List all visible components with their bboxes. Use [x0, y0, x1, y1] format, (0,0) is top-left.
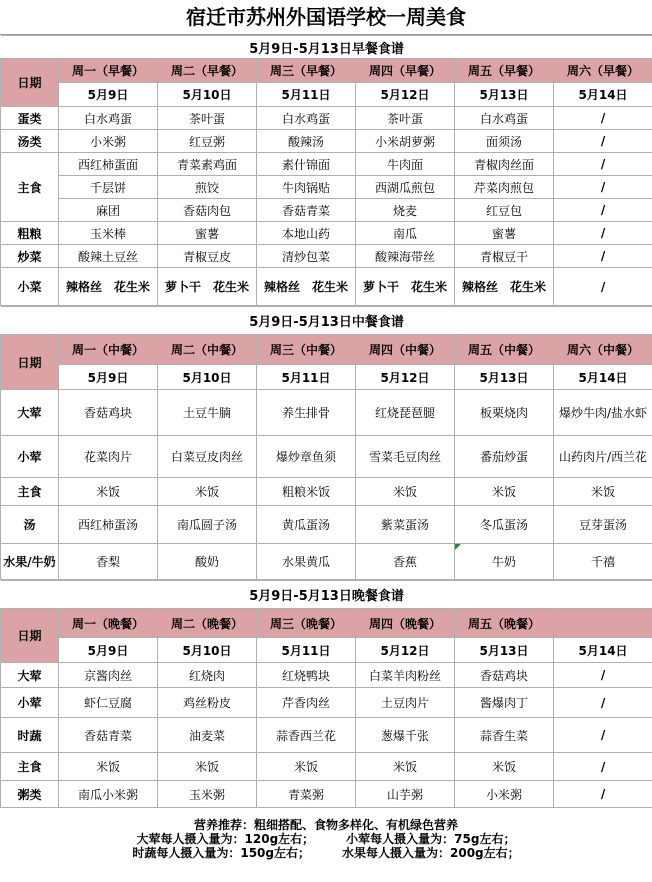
- menu-cell: 小米粥: [455, 781, 554, 808]
- weekday-header: 周一（早餐）: [59, 59, 158, 83]
- menu-cell: 面须汤: [455, 130, 554, 153]
- menu-cell: 米饭: [554, 478, 652, 506]
- nutrition-item: 大荤每人摄入量为：120g左右；: [136, 832, 315, 846]
- menu-cell: 香菇鸡块: [455, 663, 554, 688]
- dinner-section-title: 5月9日-5月13日晚餐食谱: [1, 581, 652, 609]
- menu-cell: 米饭: [59, 753, 158, 781]
- nutrition-item: 时蔬每人摄入量为：150g左右；: [132, 846, 310, 860]
- menu-cell: 水果黄瓜: [257, 544, 356, 580]
- row-label: 时蔬: [1, 718, 59, 753]
- date-header: 5月10日: [158, 365, 257, 390]
- menu-cell: 辣格丝 花生米: [59, 268, 158, 306]
- menu-cell: /: [554, 199, 652, 222]
- menu-cell: 青菜素鸡面: [158, 153, 257, 176]
- menu-cell: /: [554, 222, 652, 245]
- menu-cell: 香菇青菜: [257, 199, 356, 222]
- menu-cell: 冬瓜蛋汤: [455, 506, 554, 544]
- menu-cell: 香菇肉包: [158, 199, 257, 222]
- menu-cell: 紫菜蛋汤: [356, 506, 455, 544]
- lunch-section-title: 5月9日-5月13日中餐食谱: [1, 307, 652, 335]
- nutrition-line: 营养推荐：粗细搭配、食物多样化、有机绿色营养: [193, 818, 458, 832]
- menu-cell: /: [554, 107, 652, 130]
- menu-cell: 芹菜肉煎包: [455, 176, 554, 199]
- menu-cell: 板栗烧肉: [455, 390, 554, 436]
- menu-cell: 白水鸡蛋: [257, 107, 356, 130]
- menu-cell: 西红柿蛋汤: [59, 506, 158, 544]
- menu-cell: 山芋粥: [356, 781, 455, 808]
- weekday-header: 周一（中餐）: [59, 335, 158, 365]
- date-header: 5月14日: [554, 83, 652, 107]
- menu-cell: /: [554, 688, 652, 718]
- menu-cell: 辣格丝 花生米: [257, 268, 356, 306]
- date-header: 5月11日: [257, 83, 356, 107]
- row-label: 小菜: [1, 268, 59, 306]
- menu-cell: 香菇青菜: [59, 718, 158, 753]
- menu-cell: /: [554, 245, 652, 268]
- menu-cell: 爆炒牛肉/盐水虾: [554, 390, 652, 436]
- date-header: 5月9日: [59, 638, 158, 663]
- menu-cell: 本地山药: [257, 222, 356, 245]
- date-header: 5月13日: [455, 638, 554, 663]
- date-header: 5月12日: [356, 365, 455, 390]
- weekday-header: 周四（早餐）: [356, 59, 455, 83]
- menu-cell: 青椒豆干: [455, 245, 554, 268]
- nutrition-row: [0, 846, 652, 860]
- breakfast-table: [0, 35, 652, 306]
- weekday-header: 周三（中餐）: [257, 335, 356, 365]
- menu-cell: 土豆牛腩: [158, 390, 257, 436]
- menu-cell: /: [554, 663, 652, 688]
- page-title: 宿迁市苏州外国语学校一周美食: [0, 0, 652, 35]
- menu-cell: 白菜羊肉粉丝: [356, 663, 455, 688]
- menu-cell: 西红柿蛋面: [59, 153, 158, 176]
- menu-cell: 米饭: [158, 478, 257, 506]
- menu-cell: 白菜豆皮肉丝: [158, 436, 257, 478]
- menu-cell: 辣格丝 花生米: [455, 268, 554, 306]
- row-label: 蛋类: [1, 107, 59, 130]
- row-label: 汤: [1, 506, 59, 544]
- menu-cell: 油麦菜: [158, 718, 257, 753]
- weekday-header: 周五（早餐）: [455, 59, 554, 83]
- menu-cell: 京酱肉丝: [59, 663, 158, 688]
- row-label: 大荤: [1, 390, 59, 436]
- weekday-header: 周六（中餐）: [554, 335, 652, 365]
- menu-cell: 青椒肉丝面: [455, 153, 554, 176]
- menu-cell: /: [554, 753, 652, 781]
- lunch-table: [0, 306, 652, 580]
- date-header: 5月13日: [455, 83, 554, 107]
- menu-cell: 萝卜干 花生米: [356, 268, 455, 306]
- menu-cell: 小米粥: [59, 130, 158, 153]
- row-label: 水果/牛奶: [1, 544, 59, 580]
- menu-cell: 酱爆肉丁: [455, 688, 554, 718]
- weekday-header: 周四（中餐）: [356, 335, 455, 365]
- menu-cell: 牛肉面: [356, 153, 455, 176]
- nutrition-notes: [0, 808, 652, 860]
- menu-cell: 清炒包菜: [257, 245, 356, 268]
- weekday-header: 周四（晚餐）: [356, 609, 455, 638]
- date-label: 日期: [1, 335, 59, 390]
- menu-cell: 蒜香生菜: [455, 718, 554, 753]
- date-header: 5月14日: [554, 638, 652, 663]
- weekday-header: 周二（早餐）: [158, 59, 257, 83]
- row-label: 炒菜: [1, 245, 59, 268]
- row-label: 粥类: [1, 781, 59, 808]
- row-label: 主食: [1, 478, 59, 506]
- menu-cell: 南瓜圆子汤: [158, 506, 257, 544]
- menu-cell: 牛奶: [455, 544, 554, 580]
- menu-cell: 烧麦: [356, 199, 455, 222]
- menu-cell: 红豆粥: [158, 130, 257, 153]
- menu-cell: 小米胡萝粥: [356, 130, 455, 153]
- menu-cell: 玉米粥: [158, 781, 257, 808]
- menu-cell: 红烧鸭块: [257, 663, 356, 688]
- date-header: 5月12日: [356, 638, 455, 663]
- row-label: 小荤: [1, 436, 59, 478]
- menu-cell: 粗粮米饭: [257, 478, 356, 506]
- menu-cell: 米饭: [59, 478, 158, 506]
- date-header: 5月11日: [257, 638, 356, 663]
- row-label: 大荤: [1, 663, 59, 688]
- date-header: 5月13日: [455, 365, 554, 390]
- row-label: 主食: [1, 753, 59, 781]
- weekday-header: 周二（晚餐）: [158, 609, 257, 638]
- menu-cell: /: [554, 718, 652, 753]
- menu-cell: 千层饼: [59, 176, 158, 199]
- weekday-header: 周五（晚餐）: [455, 609, 554, 638]
- date-header: 5月14日: [554, 365, 652, 390]
- menu-cell: 茶叶蛋: [356, 107, 455, 130]
- menu-cell: 酸辣土豆丝: [59, 245, 158, 268]
- date-header: 5月10日: [158, 83, 257, 107]
- menu-cell: 青菜粥: [257, 781, 356, 808]
- menu-cell: 千禧: [554, 544, 652, 580]
- menu-cell: /: [554, 130, 652, 153]
- menu-cell: 南瓜小米粥: [59, 781, 158, 808]
- menu-cell: 红豆包: [455, 199, 554, 222]
- date-header: 5月12日: [356, 83, 455, 107]
- menu-cell: 牛肉锅贴: [257, 176, 356, 199]
- weekday-header: 周五（中餐）: [455, 335, 554, 365]
- menu-cell: 米饭: [455, 753, 554, 781]
- row-label: 主食: [1, 153, 59, 222]
- menu-cell: 玉米棒: [59, 222, 158, 245]
- menu-cell: 雪菜毛豆肉丝: [356, 436, 455, 478]
- menu-cell: 白水鸡蛋: [59, 107, 158, 130]
- menu-cell: 米饭: [158, 753, 257, 781]
- menu-cell: 养生排骨: [257, 390, 356, 436]
- menu-cell: 青椒豆皮: [158, 245, 257, 268]
- menu-cell: 番茄炒蛋: [455, 436, 554, 478]
- menu-cell: 酸辣汤: [257, 130, 356, 153]
- nutrition-item: 小荤每人摄入量为：75g左右；: [346, 832, 516, 846]
- menu-cell: 山药肉片/西兰花: [554, 436, 652, 478]
- menu-cell: 土豆肉片: [356, 688, 455, 718]
- weekday-header: 周二（中餐）: [158, 335, 257, 365]
- date-label: 日期: [1, 609, 59, 663]
- menu-cell: 蜜薯: [158, 222, 257, 245]
- menu-cell: 葱爆千张: [356, 718, 455, 753]
- breakfast-section-title: 5月9日-5月13日早餐食谱: [1, 36, 652, 59]
- menu-cell: 南瓜: [356, 222, 455, 245]
- menu-cell: 西湖瓜煎包: [356, 176, 455, 199]
- menu-cell: 爆炒章鱼须: [257, 436, 356, 478]
- nutrition-row: [0, 832, 652, 846]
- date-label: 日期: [1, 59, 59, 107]
- menu-cell: 虾仁豆腐: [59, 688, 158, 718]
- menu-cell: 蜜薯: [455, 222, 554, 245]
- menu-cell: 黄瓜蛋汤: [257, 506, 356, 544]
- menu-cell: 米饭: [356, 753, 455, 781]
- weekday-header: [554, 609, 652, 638]
- date-header: 5月10日: [158, 638, 257, 663]
- menu-cell: 米饭: [455, 478, 554, 506]
- menu-cell: 素什锦面: [257, 153, 356, 176]
- menu-cell: /: [554, 176, 652, 199]
- menu-cell: 茶叶蛋: [158, 107, 257, 130]
- menu-cell: 煎饺: [158, 176, 257, 199]
- menu-cell: 麻团: [59, 199, 158, 222]
- menu-cell: 香菇鸡块: [59, 390, 158, 436]
- dinner-table: [0, 580, 652, 808]
- menu-cell: 鸡丝粉皮: [158, 688, 257, 718]
- menu-cell: 酸辣海带丝: [356, 245, 455, 268]
- date-header: 5月9日: [59, 365, 158, 390]
- menu-cell: 米饭: [257, 753, 356, 781]
- row-label: 粗粮: [1, 222, 59, 245]
- menu-cell: 香梨: [59, 544, 158, 580]
- weekday-header: 周一（晚餐）: [59, 609, 158, 638]
- menu-cell: 花菜肉片: [59, 436, 158, 478]
- menu-cell: 白水鸡蛋: [455, 107, 554, 130]
- menu-cell: /: [554, 781, 652, 808]
- menu-cell: 红烧肉: [158, 663, 257, 688]
- menu-cell: 酸奶: [158, 544, 257, 580]
- menu-cell: 芹香肉丝: [257, 688, 356, 718]
- menu-cell: /: [554, 268, 652, 306]
- menu-cell: 豆芽蛋汤: [554, 506, 652, 544]
- weekday-header: 周三（早餐）: [257, 59, 356, 83]
- menu-cell: 米饭: [356, 478, 455, 506]
- menu-cell: 香蕉: [356, 544, 455, 580]
- date-header: 5月11日: [257, 365, 356, 390]
- menu-cell: 萝卜干 花生米: [158, 268, 257, 306]
- weekday-header: 周三（晚餐）: [257, 609, 356, 638]
- weekday-header: 周六（早餐）: [554, 59, 652, 83]
- menu-cell: 蒜香西兰花: [257, 718, 356, 753]
- row-label: 汤类: [1, 130, 59, 153]
- date-header: 5月9日: [59, 83, 158, 107]
- row-label: 小荤: [1, 688, 59, 718]
- menu-cell: 红烧琵琶腿: [356, 390, 455, 436]
- nutrition-item: 水果每人摄入量为：200g左右；: [342, 846, 520, 860]
- menu-cell: /: [554, 153, 652, 176]
